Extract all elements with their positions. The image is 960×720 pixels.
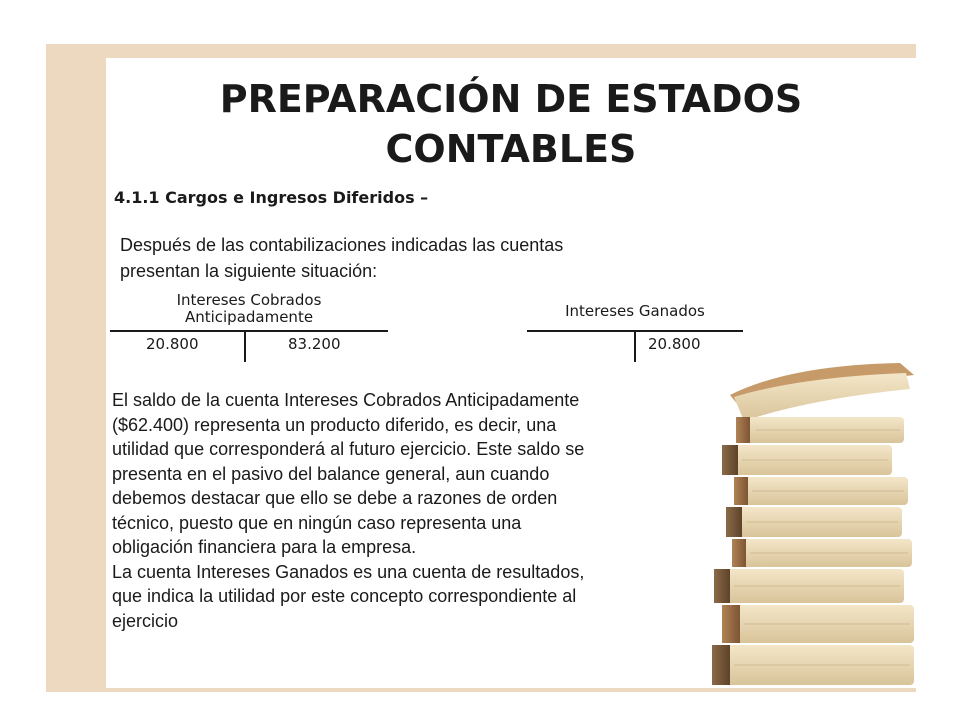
t-account-name-line-1: Intereses Ganados: [565, 302, 705, 320]
slide-title: [106, 74, 916, 174]
paragraph-line: ejercicio: [112, 610, 179, 631]
t-account-divider: [244, 330, 246, 362]
paragraph-line: ($62.400) representa un producto diferido, es decir, una: [112, 414, 557, 435]
intro-line-1: Después de las contabilizaciones indicadas las cuentas: [120, 235, 564, 255]
t-account-name: [527, 303, 743, 320]
paragraph-line: utilidad que corresponderá al futuro ejercicio. Este saldo se: [112, 439, 585, 459]
explanation-paragraph: [112, 388, 752, 633]
section-subtitle: 4.1.1 Cargos e Ingresos Diferidos –: [114, 188, 429, 207]
t-account-credit: 83.200: [288, 335, 341, 353]
intro-line-2: presentan la siguiente situación:: [120, 261, 378, 281]
t-account-debit: 20.800: [146, 335, 199, 353]
paragraph-line: técnico, puesto que en ningún caso representa una: [112, 512, 522, 533]
paragraph-line: debemos destacar que ello se debe a razones de orden: [112, 488, 558, 508]
t-account-credit: 20.800: [648, 335, 701, 353]
t-account-top-line: [110, 330, 388, 332]
paragraph-line: obligación financiera para la empresa.: [112, 537, 417, 557]
title-line-1: PREPARACIÓN DE ESTADOS: [219, 77, 803, 121]
t-account-name-line-2: Anticipadamente: [184, 308, 314, 326]
paragraph-line: La cuenta Intereses Ganados es una cuenta de resultados,: [112, 561, 585, 582]
t-account-name-line-1: Intereses Cobrados: [176, 291, 322, 309]
paragraph-line: presenta en el pasivo del balance general, aun cuando: [112, 463, 550, 484]
title-line-2: CONTABLES: [385, 127, 637, 171]
t-account-divider: [634, 330, 636, 362]
paragraph-line: El saldo de la cuenta Intereses Cobrados Anticipadamente: [112, 390, 580, 410]
paragraph-line: que indica la utilidad por este concepto correspondiente al: [112, 586, 577, 606]
t-account-name: [110, 292, 388, 326]
intro-text: [120, 232, 720, 284]
